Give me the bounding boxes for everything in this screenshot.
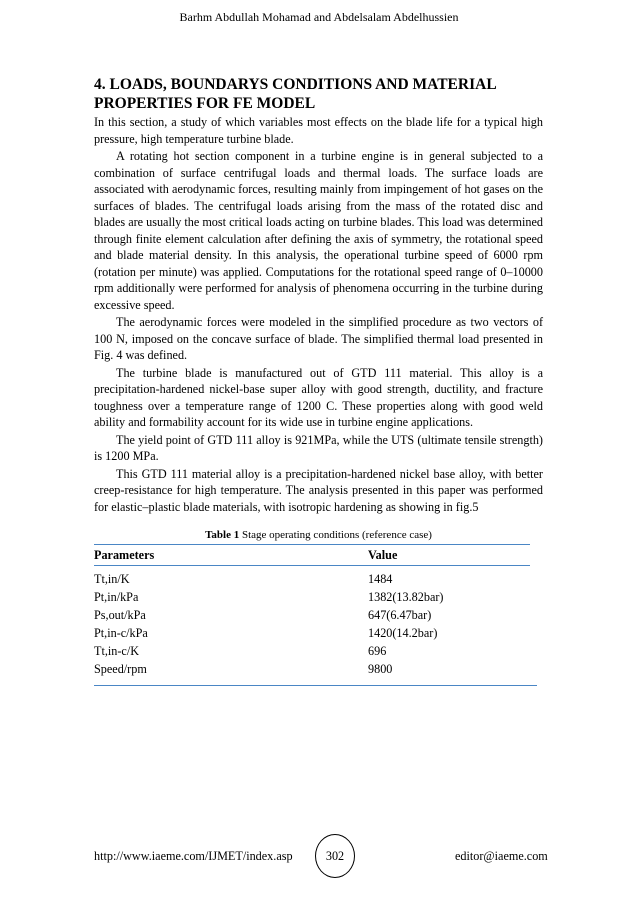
table-cell-parameter: Ps,out/kPa <box>94 608 146 622</box>
table-cell-value: 647(6.47bar) <box>368 608 432 622</box>
table-top-rule <box>94 544 530 545</box>
table-cell-value: 9800 <box>368 662 393 676</box>
table-row <box>94 572 534 590</box>
table-bottom-rule <box>94 685 537 686</box>
running-header: Barhm Abdullah Mohamad and Abdelsalam Abdelhussien <box>179 10 459 24</box>
table-header-value: Value <box>368 548 398 562</box>
paragraph: The yield point of GTD 111 alloy is 921MPa, while the UTS (ultimate tensile strength) is 1200 MPa. <box>94 432 543 463</box>
table-cell-value: 1420(14.2bar) <box>368 626 438 640</box>
table-cell-value: 1382(13.82bar) <box>368 590 444 604</box>
table-cell-value: 696 <box>368 644 387 658</box>
table-row <box>94 644 534 662</box>
paragraph: A rotating hot section component in a turbine engine is in general subjected to a combination of surface centrifugal loads and thermal loads. The surface loads are associated with aerodynamic forces, resulting mainly from impingement of hot gases on the surfaces of blades. The centrifugal loads arising from the mass of the rotated disc and blades are usually the most critical loads acting on turbine blades. This load was determined through finite element calculation after defining the axis of symmetry, the rotational speed and blade material density. In this analysis, the operational turbine speed of 6000 rpm (rotation per minute) was applied. Computations for the rotational speed range of 0–10000 rpm additionally were performed for analysis of phenomena occurring in the turbine during excessive speed. <box>94 149 543 312</box>
table-row <box>94 608 534 626</box>
page-number-badge <box>315 834 355 878</box>
paragraph: In this section, a study of which variables most effects on the blade life for a typical high pressure, high temperature turbine blade. <box>94 115 543 146</box>
section-title: 4. LOADS, BOUNDARYS CONDITIONS AND MATERIAL PROPERTIES FOR FE MODEL <box>94 76 496 112</box>
table-row <box>94 626 534 644</box>
table-row <box>94 590 534 608</box>
table-caption-label: Table 1 <box>205 529 240 541</box>
table-cell-parameter: Pt,in-c/kPa <box>94 626 148 640</box>
footer-email-link[interactable]: editor@iaeme.com <box>455 849 548 863</box>
table-header-parameters: Parameters <box>94 548 155 562</box>
paragraph: The aerodynamic forces were modeled in the simplified procedure as two vectors of 100 N, imposed on the concave surface of blade. The simplified thermal load presented in Fig. 4 was defined. <box>94 315 543 362</box>
paragraph: This GTD 111 material alloy is a precipitation-hardened nickel base alloy, with better creep-resistance for high temperature. The analysis presented in this paper was performed for elastic–plastic blade materials, with isotropic hardening as showing in fig.5 <box>94 466 543 514</box>
table-cell-parameter: Pt,in/kPa <box>94 590 139 604</box>
table-caption-text: Stage operating conditions (reference case) <box>239 529 432 541</box>
page-number: 302 <box>325 848 345 863</box>
footer-journal-link[interactable]: http://www.iaeme.com/IJMET/index.asp <box>94 849 293 863</box>
paragraph: The turbine blade is manufactured out of GTD 111 material. This alloy is a precipitation-hardened nickel-base super alloy with good strength, ductility, and fracture toughness over a temperature range of 1200 C. These properties along with good weld ability and formability account for its wide use in turbine engine applications. <box>94 365 543 429</box>
table-cell-value: 1484 <box>368 572 393 586</box>
table-caption <box>94 529 543 541</box>
table-cell-parameter: Speed/rpm <box>94 662 147 676</box>
table-row <box>94 662 534 680</box>
table-header-rule <box>94 565 530 566</box>
table-cell-parameter: Tt,in-c/K <box>94 644 140 658</box>
body-text <box>94 114 543 515</box>
table-body <box>94 572 534 680</box>
table-cell-parameter: Tt,in/K <box>94 572 130 586</box>
